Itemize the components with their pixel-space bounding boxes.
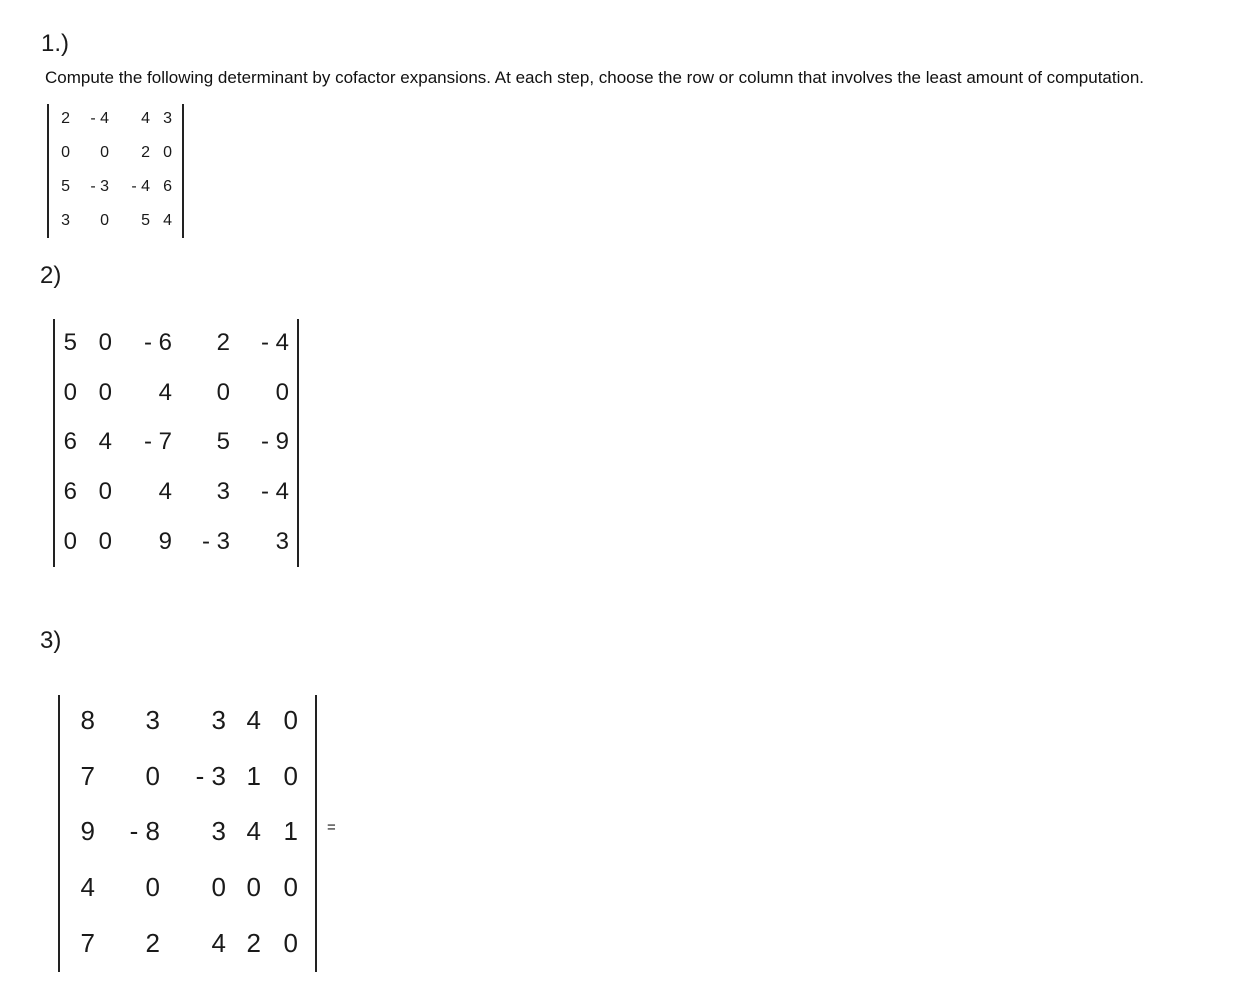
det3-cell-r4-c5: 0 xyxy=(283,872,298,902)
det3-cell-r4-c4: 0 xyxy=(246,872,261,902)
det2-cell-r3-c5: - 9 xyxy=(260,428,289,455)
determinant-1-right-bar xyxy=(182,104,184,238)
det1-cell-r2-c3: 2 xyxy=(141,144,150,161)
det1-cell-r2-c4: 0 xyxy=(163,144,172,161)
determinant-1-left-bar xyxy=(47,104,49,238)
det2-cell-r2-c5: 0 xyxy=(275,379,289,406)
det3-cell-r5-c4: 2 xyxy=(246,928,261,958)
det2-cell-r4-c1: 6 xyxy=(63,478,77,505)
det1-cell-r4-c1: 3 xyxy=(61,212,70,229)
det3-cell-r4-c3: 0 xyxy=(211,872,226,902)
problem-2-label: 2) xyxy=(40,262,62,289)
det2-cell-r2-c4: 0 xyxy=(216,379,230,406)
det3-cell-r1-c4: 4 xyxy=(246,705,261,735)
equals-sign: = xyxy=(327,819,336,836)
det2-cell-r4-c4: 3 xyxy=(216,478,230,505)
det1-cell-r3-c4: 6 xyxy=(163,178,172,195)
det1-cell-r4-c2: 0 xyxy=(100,212,109,229)
det1-cell-r4-c4: 4 xyxy=(163,212,172,229)
det2-cell-r5-c2: 0 xyxy=(98,528,112,555)
det3-cell-r2-c3: - 3 xyxy=(195,761,226,791)
det2-cell-r5-c1: 0 xyxy=(63,528,77,555)
det3-cell-r5-c5: 0 xyxy=(283,928,298,958)
det1-cell-r1-c1: 2 xyxy=(61,110,70,127)
det3-cell-r2-c4: 1 xyxy=(246,761,261,791)
det2-cell-r2-c3: 4 xyxy=(158,379,172,406)
determinant-3-left-bar xyxy=(58,695,60,972)
det2-cell-r1-c1: 5 xyxy=(63,329,77,356)
det3-cell-r1-c5: 0 xyxy=(283,705,298,735)
det3-cell-r5-c3: 4 xyxy=(211,928,226,958)
det1-cell-r1-c3: 4 xyxy=(141,110,150,127)
det1-cell-r3-c2: - 3 xyxy=(90,178,109,195)
det2-cell-r1-c5: - 4 xyxy=(260,329,289,356)
det2-cell-r4-c5: - 4 xyxy=(260,478,289,505)
det1-cell-r1-c4: 3 xyxy=(163,110,172,127)
det1-cell-r2-c1: 0 xyxy=(61,144,70,161)
det2-cell-r3-c4: 5 xyxy=(216,428,230,455)
det3-cell-r3-c4: 4 xyxy=(246,816,261,846)
problem-1-label: 1.) xyxy=(41,30,70,57)
det3-cell-r2-c1: 7 xyxy=(80,761,95,791)
det3-cell-r3-c5: 1 xyxy=(283,816,298,846)
det2-cell-r1-c4: 2 xyxy=(216,329,230,356)
det3-cell-r2-c5: 0 xyxy=(283,761,298,791)
det1-cell-r3-c3: - 4 xyxy=(131,178,150,195)
problem-1-instruction: Compute the following determinant by cofactor expansions. At each step, choose the row or column that involves the least amount of computation. xyxy=(45,68,1145,87)
det2-cell-r4-c2: 0 xyxy=(98,478,112,505)
det3-cell-r4-c1: 4 xyxy=(80,872,95,902)
det3-cell-r3-c3: 3 xyxy=(211,816,226,846)
det2-cell-r5-c3: 9 xyxy=(158,528,172,555)
determinant-2-left-bar xyxy=(53,319,55,567)
det2-cell-r1-c3: - 6 xyxy=(143,329,172,356)
det2-cell-r2-c1: 0 xyxy=(63,379,77,406)
det2-cell-r3-c2: 4 xyxy=(98,428,112,455)
determinant-3-right-bar xyxy=(315,695,317,972)
determinant-2-right-bar xyxy=(297,319,299,567)
det1-cell-r2-c2: 0 xyxy=(100,144,109,161)
det1-cell-r4-c3: 5 xyxy=(141,212,150,229)
det3-cell-r1-c2: 3 xyxy=(145,705,160,735)
det3-cell-r3-c2: - 8 xyxy=(129,816,160,846)
det1-cell-r1-c2: - 4 xyxy=(90,110,109,127)
problem-3-label: 3) xyxy=(40,627,62,654)
det2-cell-r5-c4: - 3 xyxy=(201,528,230,555)
det3-cell-r4-c2: 0 xyxy=(145,872,160,902)
det1-cell-r3-c1: 5 xyxy=(61,178,70,195)
det3-cell-r5-c1: 7 xyxy=(80,928,95,958)
det2-cell-r3-c1: 6 xyxy=(63,428,77,455)
det2-cell-r1-c2: 0 xyxy=(98,329,112,356)
det3-cell-r1-c1: 8 xyxy=(80,705,95,735)
det2-cell-r4-c3: 4 xyxy=(158,478,172,505)
det2-cell-r2-c2: 0 xyxy=(98,379,112,406)
det3-cell-r5-c2: 2 xyxy=(145,928,160,958)
det3-cell-r2-c2: 0 xyxy=(145,761,160,791)
det3-cell-r3-c1: 9 xyxy=(80,816,95,846)
det2-cell-r5-c5: 3 xyxy=(275,528,289,555)
det2-cell-r3-c3: - 7 xyxy=(143,428,172,455)
det3-cell-r1-c3: 3 xyxy=(211,705,226,735)
